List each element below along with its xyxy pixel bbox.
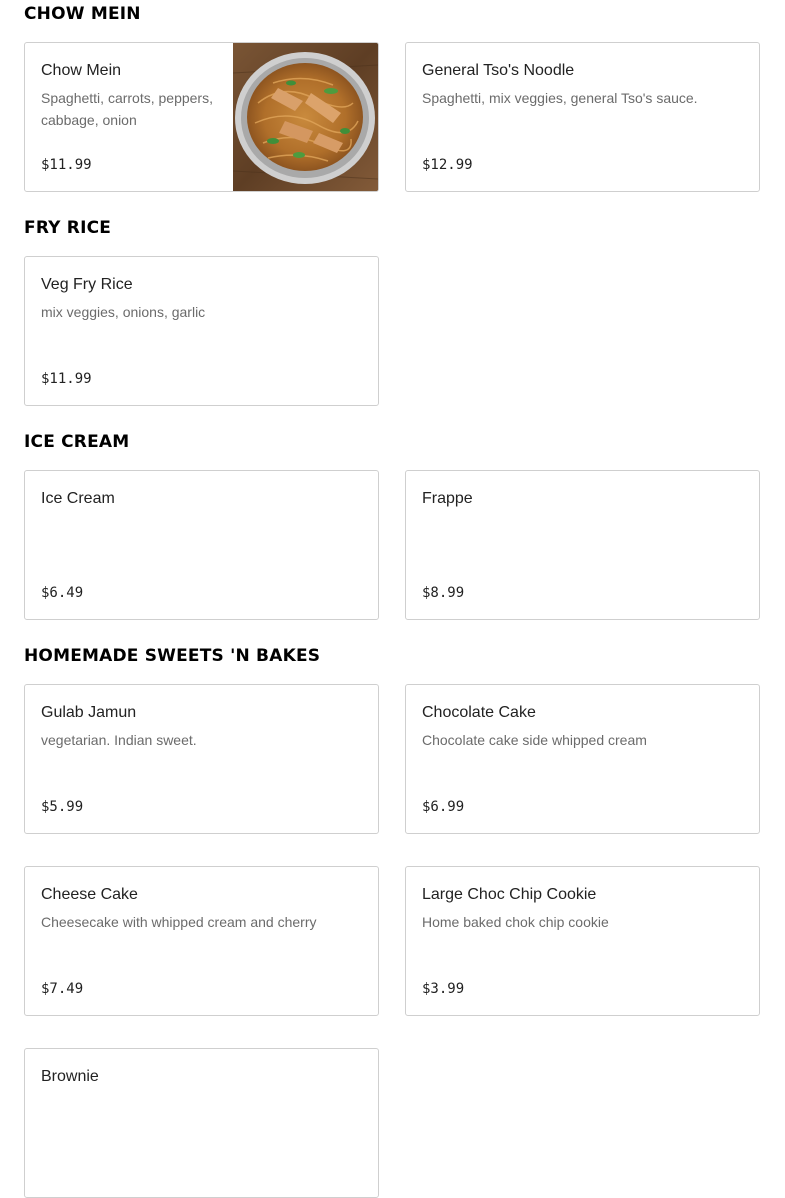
item-price: $7.49 [41, 981, 84, 997]
item-name: Veg Fry Rice [41, 276, 133, 293]
item-description: Cheesecake with whipped cream and cherry [41, 914, 317, 930]
item-price: $6.49 [41, 585, 84, 601]
menu-item-veg-fry-rice[interactable] [24, 256, 379, 406]
item-name: Ice Cream [41, 490, 115, 507]
section-title-fry-rice: FRY RICE [24, 218, 112, 238]
menu-item-large-choc-chip-cookie[interactable] [405, 866, 760, 1016]
item-name: Chow Mein [41, 62, 122, 79]
item-price: $6.99 [422, 799, 465, 815]
noodle-bowl-image [233, 43, 378, 192]
menu-item-chow-mein[interactable] [24, 42, 379, 192]
item-description: Home baked chok chip cookie [422, 914, 609, 930]
item-price: $5.99 [41, 799, 84, 815]
item-description: Spaghetti, mix veggies, general Tso's sauce. [422, 90, 698, 106]
section-title-chow-mein: CHOW MEIN [24, 4, 141, 24]
item-name: Frappe [422, 490, 473, 507]
item-name: General Tso's Noodle [422, 62, 575, 79]
item-description: Chocolate cake side whipped cream [422, 732, 647, 748]
menu-item-ice-cream[interactable] [24, 470, 379, 620]
item-name: Large Choc Chip Cookie [422, 886, 597, 903]
chow-mein-photo [233, 43, 378, 192]
menu-item-cheese-cake[interactable] [24, 866, 379, 1016]
menu-item-frappe[interactable] [405, 470, 760, 620]
item-name: Gulab Jamun [41, 704, 137, 721]
item-price: $11.99 [41, 371, 92, 387]
item-price: $12.99 [422, 157, 473, 173]
item-name: Chocolate Cake [422, 704, 536, 721]
item-price: $11.99 [41, 157, 92, 173]
menu-item-brownie[interactable] [24, 1048, 379, 1198]
menu-item-chocolate-cake[interactable] [405, 684, 760, 834]
section-title-sweets-n-bakes: HOMEMADE SWEETS 'N BAKES [24, 646, 321, 666]
item-name: Cheese Cake [41, 886, 138, 903]
item-name: Brownie [41, 1068, 99, 1085]
menu-item-gulab-jamun[interactable] [24, 684, 379, 834]
item-description: vegetarian. Indian sweet. [41, 732, 197, 748]
item-price: $3.99 [422, 981, 465, 997]
item-description: mix veggies, onions, garlic [41, 304, 206, 320]
item-description: Spaghetti, carrots, peppers, cabbage, onion [41, 90, 213, 128]
menu-item-general-tsos-noodle[interactable] [405, 42, 760, 192]
item-price: $8.99 [422, 585, 465, 601]
section-title-ice-cream: ICE CREAM [24, 432, 130, 452]
